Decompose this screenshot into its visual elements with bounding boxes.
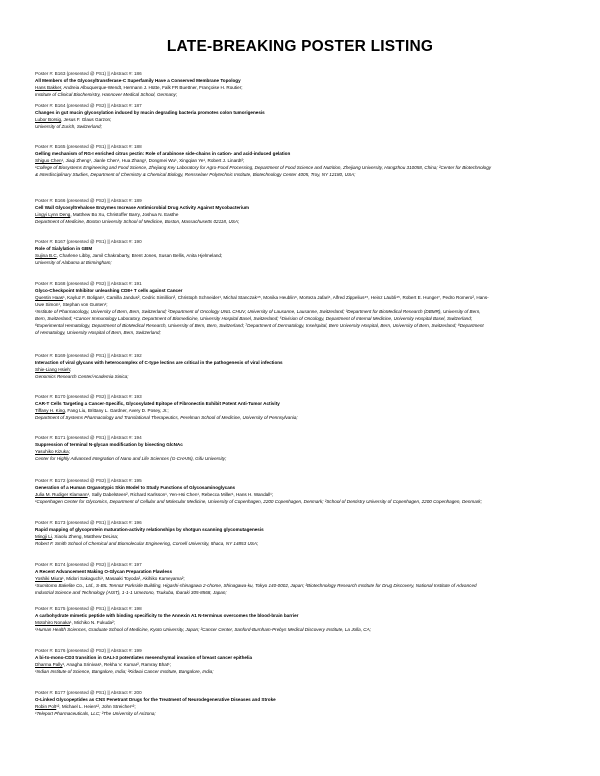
- co-authors: ¹, Michiko N. Fukuda²;: [69, 620, 115, 625]
- poster-entry: [35, 519, 575, 547]
- poster-entry: [35, 477, 575, 505]
- poster-title: Cell Wall Glycosyltrehalose Enzymes Increase Antimicrobial Drug Activity Against Mycobacterium: [35, 205, 250, 210]
- presenting-author: Lubor Borsig: [35, 117, 62, 122]
- poster-authors: [35, 84, 575, 91]
- co-authors: ¹, Sally Dabelsteen², Richard Karlsson¹, Yen-Hsi Chen¹, Rebecca Miller¹, Hans H. Wandall¹;: [87, 492, 274, 497]
- co-authors: , Xiaolu Zheng, Matthew DeLisa;: [51, 534, 119, 539]
- page-title: LATE-BREAKING POSTER LISTING: [166, 38, 434, 55]
- poster-affiliation: ¹Sumitomo Bakelite Co., Ltd., S-BIL Tennoz Parkside Building, Higashi-shinagawa 2-chome, Shinagawa-ku, Tokyo 140-0002, Japan; ²Biotechnology Research Institute for Drug Discovery, National Institute of Advanced: [35, 583, 477, 588]
- poster-title: CAR-T Cells Targeting a Cancer-Specific, Glycosylated Epitope of Fibronectin Exhibit Potent Anti-Tumor Activity: [35, 401, 280, 406]
- presenting-author: Lingyi Lynn Deng: [35, 212, 71, 217]
- poster-entry: [35, 238, 575, 266]
- poster-entry: [35, 197, 575, 225]
- poster-authors: [35, 491, 575, 498]
- presenting-author: Quentin Haas: [35, 295, 64, 300]
- poster-affiliation: Genomics Research Center/Academia Sinica;: [35, 374, 129, 379]
- poster-abstract-number: Poster #: B167 (presented @ PS1) || Abstract #: 190: [35, 239, 142, 244]
- poster-authors-continued: Uwe Simon¹, Stephan von Gunten¹;: [35, 302, 108, 307]
- poster-authors: [35, 211, 575, 218]
- poster-entry: [35, 689, 575, 717]
- poster-entry: [35, 352, 575, 380]
- poster-authors: [35, 294, 575, 301]
- presenting-author: Yoshiki Miura: [35, 576, 63, 581]
- co-authors: ¹, Kayluz F. Boligan¹, Camilla Jandus², Cedric Simillion³, Christoph Schneider¹, Michal Stanczak⁴⁵, Monika Heublin⁶, Morteza Jafari⁶, Alfred Zippelius⁴⁵, Heinz Läubli⁴⁵, Robert E. Hunger⁷, Pedro Romero², Hans-: [63, 295, 489, 300]
- poster-affiliation: Department of Systems Pharmacology and Translational Therapeutics, Perelman School of Medicine, University of Pennsylvania;: [35, 415, 298, 420]
- poster-entry: [35, 434, 575, 462]
- co-authors: ¹, Midori Sakaguchi¹, Masaaki Toyoda², Akihiko Kameyama²;: [62, 576, 185, 581]
- poster-abstract-number: Poster #: B166 (presented @ PS2) || Abstract #: 189: [35, 198, 142, 203]
- poster-affiliation: University of Zurich, Switzerland;: [35, 124, 102, 129]
- poster-title: Rapid mapping of glycoprotein maturation-activity relationships by shotgun scanning glycomutagenesis: [35, 527, 264, 532]
- co-authors: , Charlene Libby, Jamil Chakrabarty, Brent Jones, Susan Bellis, Anita Hjelmeland;: [56, 253, 223, 258]
- co-authors: ;: [68, 449, 70, 454]
- poster-authors: [35, 366, 575, 373]
- poster-title: Generation of a Human Organotypic Skin Model to Study Functions of Glycosaminoglycans: [35, 485, 236, 490]
- co-authors: , Fang Liu, Brittany L. Gardner, Avery D. Posey, Jr.;: [64, 408, 169, 413]
- poster-entry: [35, 561, 575, 596]
- poster-title: Glyco-Checkpoint Inhibitor unleashing CD8+ T cells against Cancer: [35, 288, 183, 293]
- poster-authors: [35, 157, 575, 164]
- poster-title: Suppression of terminal N-glycan modification by bisecting GlcNAc: [35, 442, 183, 447]
- poster-abstract-number: Poster #: B165 (presented @ PS1) || Abstract #: 188: [35, 144, 142, 149]
- presenting-author: Mingji Li: [35, 534, 52, 539]
- co-authors: ¹, Anagha Srinivas¹, Rekha V. Kumar², Ramray Bhat¹;: [62, 662, 171, 667]
- poster-affiliation: Bern, Switzerland; ⁴Cancer Immunology Laboratory, Department of Biomedicine, University Hospital Basel, Switzerland; ⁵Division of Oncology, Department of Internal Medicine, University Hospital Basel, Switzerland;: [35, 316, 473, 321]
- co-authors: ¹², Michael L. Heien¹², John Streicher¹²;: [56, 704, 136, 709]
- presenting-author: Motohiro Nonaka: [35, 620, 70, 625]
- poster-authors: [35, 661, 575, 668]
- poster-entry: [35, 280, 575, 336]
- poster-affiliation: ¹Indian Institute of Science, Bangalore, India; ²Kidwai Cancer Institute, Bangalore, India;: [35, 669, 214, 674]
- poster-affiliation: ¹Teleport Pharmaceuticals, LLC; ²The University of Arizona;: [35, 711, 156, 716]
- co-authors: ;: [70, 367, 72, 372]
- co-authors: ¹, Jiaqi Zheng¹, Jianle Chen¹, Hua Zhang¹, Dongmei Wu¹, Xingqian Ye¹, Robert J. Linardt²;: [61, 158, 245, 163]
- poster-abstract-number: Poster #: B177 (presented @ PS1) || Abstract #: 200: [35, 690, 142, 695]
- poster-title: A Recent Advancement Making O-Glycan Preparation Flawless: [35, 569, 173, 574]
- poster-affiliation: ¹Copenhagen Center for Glycomics, Department of Cellular and Molecular Medicine, University of Copenhagen, 2200 Copenhagen, Denmark; ²School of Dentistry University of Copenhagen, 2200 Copenhagen, Denmark;: [35, 499, 482, 504]
- presenting-author: Shiguo Chen: [35, 158, 62, 163]
- presenting-author: Tiffany H. King: [35, 408, 65, 413]
- poster-affiliation: Department of Medicine, Boston University School of Medicine, Boston, Massachusetts 02118, USA;: [35, 219, 240, 224]
- poster-abstract-number: Poster #: B175 (presented @ PS1) || Abstract #: 198: [35, 606, 142, 611]
- poster-abstract-number: Poster #: B163 (presented @ PS1) || Abstract #: 186: [35, 71, 142, 76]
- poster-title: O-Linked Glycopeptides as CNS Penetrant Drugs for the Treatment of Neurodegenerative Diseases and Stroke: [35, 697, 276, 702]
- poster-affiliation: Center for Highly Advanced Integration of Nano and Life Sciences (G-CHAIN), Gifu University;: [35, 456, 227, 461]
- poster-abstract-number: Poster #: B168 (presented @ PS2) || Abstract #: 191: [35, 281, 142, 286]
- poster-title: A carbohydrate mimetic peptide with binding specificity to the Annexin A1 N-terminus overcomes the blood-brain barrier: [35, 613, 299, 618]
- poster-authors: [35, 116, 575, 123]
- poster-authors: [35, 448, 575, 455]
- poster-entry: [35, 102, 575, 130]
- poster-affiliation: ¹College of Biosystems Engineering and Food Science, Zhejiang Key Laboratory for Agro-Food Processing, Department of Food Science and Nutrition, Zhejiang University, Hangzhou 310058, China; ²Center for Biotechnology: [35, 165, 492, 170]
- poster-affiliation: ¹Human Health Sciences, Graduate School of Medicine, Kyoto University, Japan; ²Cancer Center, Sanford-Burnham-Prebys Medical Discovery Institute, La Jolla, CA;: [35, 627, 371, 632]
- presenting-author: Shie-Liang Hsieh: [35, 367, 70, 372]
- poster-authors: [35, 533, 575, 540]
- presenting-author: Julia M. Rudiger Klamann: [35, 492, 88, 497]
- poster-abstract-number: Poster #: B173 (presented @ PS1) || Abstract #: 196: [35, 520, 142, 525]
- presenting-author: Sujina B.C: [35, 253, 57, 258]
- poster-entry: [35, 393, 575, 421]
- poster-title: Role of Sialylation in GBM: [35, 246, 93, 251]
- poster-affiliation: ¹Institute of Pharmacology, University of Bern, Bern, Switzerland; ²Department of Oncology UNIL CHUV, University of Lausanne, Lausanne, Switzerland; ³Department for BioMedical Research (DBMR), University of Bern,: [35, 309, 481, 314]
- poster-affiliation: of Hematology, University Hospital of Bern, Bern, Switzerland;: [35, 330, 161, 335]
- poster-affiliation: & Interdisciplinary Studies, Department of Chemistry & Chemical Biology, Rensselaer Polytechnic Institute, Biotechnology Center 4005, Troy, NY 12180, USA;: [35, 172, 356, 177]
- poster-authors: [35, 619, 575, 626]
- poster-affiliation: ⁶Experimental Hematology, Department of BioMedical Research, University of Bern, Bern, Switzerland; ⁷Department of Dermatology, Inselspital, Bern University Hospital, Bern, University of Bern, Switzerland; ⁸Department: [35, 323, 484, 328]
- poster-abstract-number: Poster #: B170 (presented @ PS2) || Abstract #: 193: [35, 394, 142, 399]
- co-authors: , Jesus F. Glaus Garzon;: [61, 117, 112, 122]
- poster-entry: [35, 143, 575, 178]
- co-authors: , Matthew Bo Xu, Christoffer Barry, Joshua N. Easthe: [70, 212, 179, 217]
- poster-title: A bi-to-mono-CD3 transition in GALI-3 potentiates mesenchymal invasion of breast cancer epithelia: [35, 655, 253, 660]
- poster-affiliation: University of Alabama at Birmingham;: [35, 260, 112, 265]
- poster-abstract-number: Poster #: B169 (presented @ PS1) || Abstract #: 192: [35, 353, 142, 358]
- poster-affiliation: Institute of Clinical Biochemistry, Hannover Medical School, Germany;: [35, 92, 178, 97]
- poster-abstract-number: Poster #: B164 (presented @ PS2) || Abstract #: 187: [35, 103, 142, 108]
- presenting-author: Hans Bakker: [35, 85, 62, 90]
- poster-entry: [35, 647, 575, 675]
- co-authors: , Andreia Albuquerque-Wendt, Hermann J. Hütte, Falk FR Buettner, Françoise H. Routier;: [61, 85, 243, 90]
- poster-affiliation: Robert F. Smith School of Chemical and Biomolecular Engineering, Cornell University, Ithaca, NY 14853 USA;: [35, 541, 259, 546]
- presenting-author: Yasuhiko Kizuka: [35, 449, 69, 454]
- poster-title: Changes in gut mucin glycosylation induced by mucin degrading bacteria promotes colon tumorigenesis: [35, 110, 265, 115]
- poster-entry: [35, 605, 575, 633]
- poster-abstract-number: Poster #: B176 (presented @ PS2) || Abstract #: 199: [35, 648, 142, 653]
- presenting-author: Dharma Pally: [35, 662, 63, 667]
- poster-affiliation: Industrial Science and Technology (AIST), 1-1-1 Umezono, Tsukuba, Ibaraki 305-8568, Japan;: [35, 590, 227, 595]
- poster-title: Gelling mechanism of RG-I enriched citrus pectin: Role of arabinose side-chains in cation- and acid-induced gelation: [35, 151, 291, 156]
- poster-authors: [35, 703, 575, 710]
- poster-abstract-number: Poster #: B171 (presented @ PS1) || Abstract #: 194: [35, 435, 142, 440]
- poster-authors: [35, 252, 575, 259]
- poster-abstract-number: Poster #: B174 (presented @ PS2) || Abstract #: 197: [35, 562, 142, 567]
- poster-title: All Members of the Glycosyltransferase-C Superfamily Have a Conserved Membrane Topology: [35, 78, 241, 83]
- poster-title: Interaction of viral glycans with heterocomplex of C-type lectins are critical in the pathogenesis of viral infections: [35, 360, 283, 365]
- poster-entry: [35, 70, 575, 98]
- poster-authors: [35, 407, 575, 414]
- poster-abstract-number: Poster #: B172 (presented @ PS2) || Abstract #: 195: [35, 478, 142, 483]
- presenting-author: Robin Polt: [35, 704, 57, 709]
- poster-authors: [35, 575, 575, 582]
